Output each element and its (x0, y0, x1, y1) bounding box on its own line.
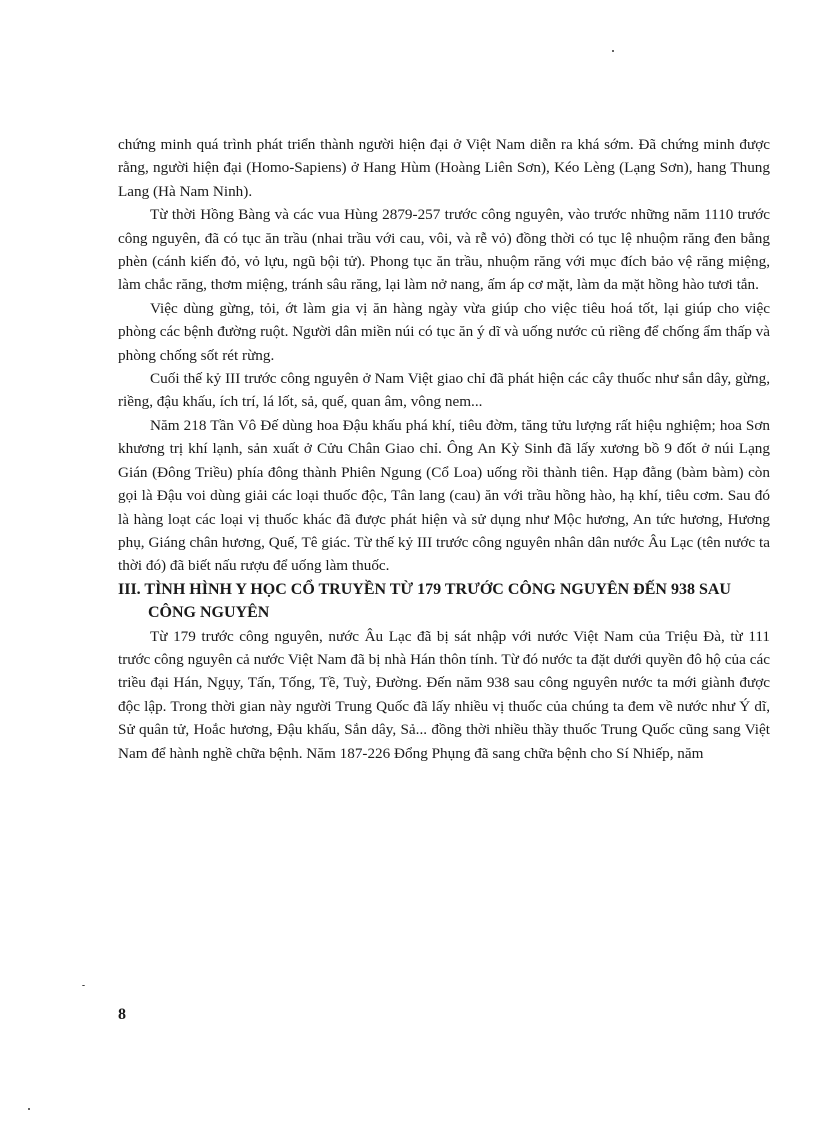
paragraph-3: Việc dùng gừng, tỏi, ớt làm gia vị ăn hàng ngày vừa giúp cho việc tiêu hoá tốt, lại giúp cho việc phòng các bệnh đường ruột. Người dân miền núi có tục ăn ý dĩ và uống nước củ riềng để chống ẩm thấp và phòng chống sốt rét rừng. (118, 299, 770, 364)
section-heading: III. TÌNH HÌNH Y HỌC CỔ TRUYỀN TỪ 179 TRƯỚC CÔNG NGUYÊN ĐẾN 938 SAU CÔNG NGUYÊN (118, 580, 731, 622)
scan-speck (28, 1108, 30, 1110)
scan-speck (612, 50, 614, 52)
paragraph-6: Từ 179 trước công nguyên, nước Âu Lạc đã bị sát nhập với nước Việt Nam của Triệu Đà, từ 111 trước công nguyên cả nước Việt Nam đã bị nhà Hán thôn tính. Từ đó nước ta đặt dưới quyền đô hộ của các triều đại Hán, Ngụy, Tấn, Tống, Tề, Tuỳ, Đường. Đến năm 938 sau công nguyên nước ta mới giành được độc lập. Trong thời gian này người Trung Quốc đã lấy nhiều vị thuốc của chúng ta đem về nước như Ý dĩ, Sử quân tử, Hoắc hương, Đậu khấu, Sắn dây, Sả... đồng thời nhiều thầy thuốc Trung Quốc cũng sang Việt Nam để hành nghề chữa bệnh. Năm 187-226 Đổng Phụng đã sang chữa bệnh cho Sí Nhiếp, năm (118, 627, 770, 762)
scan-speck (82, 985, 85, 986)
paragraph-4: Cuối thế kỷ III trước công nguyên ở Nam Việt giao chỉ đã phát hiện các cây thuốc như sắn dây, gừng, riềng, đậu khấu, ích trí, lá lốt, sả, quế, quan âm, vông nem... (118, 370, 770, 411)
paragraph-5: Năm 218 Tần Vô Đế dùng hoa Đậu khấu phá khí, tiêu đờm, tăng tửu lượng rất hiệu nghiệm; hoa Sơn khương trị khí lạnh, sản xuất ở Cửu Chân Giao chỉ. Ông An Kỳ Sinh đã lấy xương bồ 9 đốt ở núi Lạng Gián (Đông Triều) phía đông thành Phiên Ngung (Cổ Loa) uống rồi thành tiên. Hạp đằng (bàm bàm) còn gọi là Đậu voi dùng giải các loại thuốc độc, Tân lang (cau) ăn với trầu hồng hào, hạ khí, tiêu cơm. Sau đó là hàng loạt các loại vị thuốc khác đã được phát hiện và sử dụng như Mộc hương, An tức hương, Hương phụ, Giáng chân hương, Quế, Tê giác. Từ thế kỷ III trước công nguyên nhân dân nước Âu Lạc (tên nước ta thời đó) đã biết nấu rượu để uống làm thuốc. (118, 416, 770, 575)
paragraph-1: chứng minh quá trình phát triển thành người hiện đại ở Việt Nam diễn ra khá sớm. Đã chứng minh được rằng, người hiện đại (Homo-Sapiens) ở Hang Hùm (Hoàng Liên Sơn), Kéo Lèng (Lạng Sơn), hang Thung Lang (Hà Nam Ninh). (118, 136, 770, 200)
page-number: 8 (118, 1006, 126, 1023)
body-text (118, 133, 770, 765)
paragraph-2: Từ thời Hồng Bàng và các vua Hùng 2879-257 trước công nguyên, vào trước những năm 1110 trước công nguyên, đã có tục ăn trầu (nhai trầu với cau, vôi, và rễ vỏ) đồng thời có tục lệ nhuộm răng đen bằng phèn (cánh kiến đỏ, vỏ lựu, ngũ bội tử). Phong tục ăn trầu, nhuộm răng với mục đích bảo vệ răng miệng, làm chắc răng, thơm miệng, tránh sâu răng, lại làm nở nang, ấm áp cơ mặt, làm da mặt hồng hào tươi tắn. (118, 206, 770, 294)
